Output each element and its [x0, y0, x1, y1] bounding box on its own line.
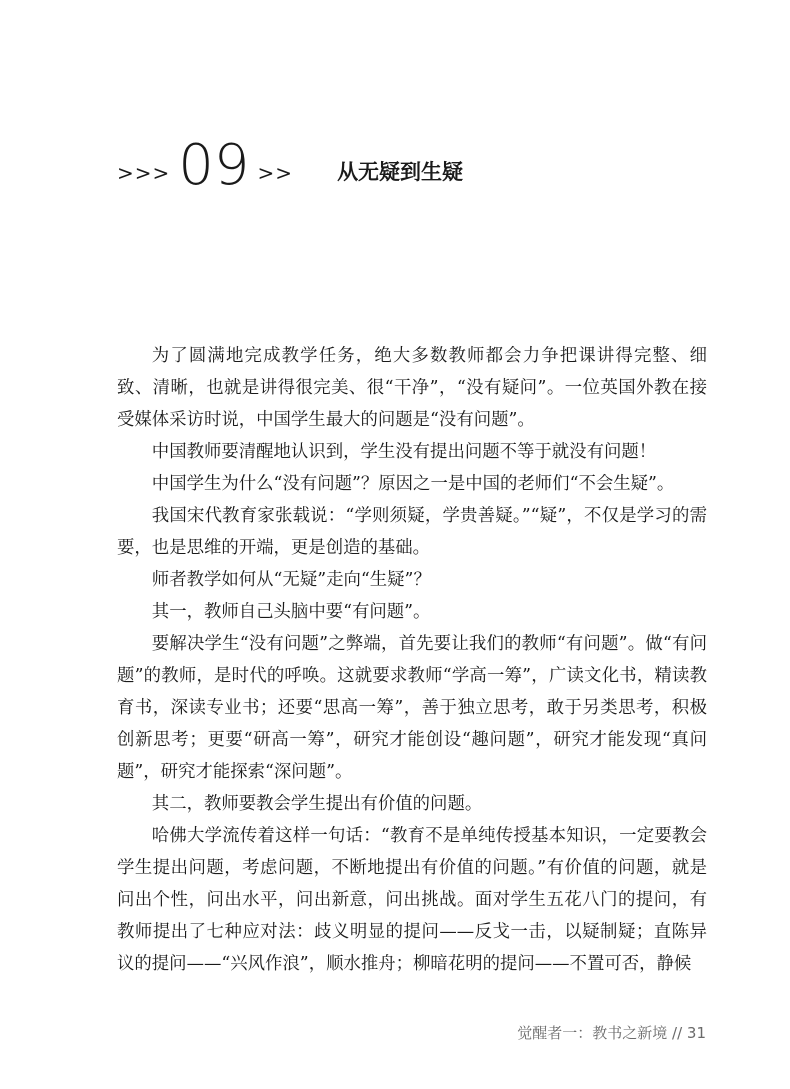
chapter-suffix-arrows: >>: [257, 161, 294, 185]
paragraph: 要解决学生“没有问题”之弊端，首先要让我们的教师“有问题”。做“有问题”的教师，是时代的呼唤。这就要求教师“学高一筹”，广读文化书，精读教育书，深读专业书；还要“思高一筹”，善于独立思考，敢于另类思考，积极创新思考；更要“研高一筹”，研究才能创设“趣问题”，研究才能发现“真问题”，研究才能探索“深问题”。: [117, 634, 707, 782]
paragraph: 中国学生为什么“没有问题”？原因之一是中国的老师们“不会生疑”。: [151, 474, 675, 494]
chapter-title: 从无疑到生疑: [337, 160, 464, 184]
paragraph: 为了圆满地完成教学任务，绝大多数教师都会力争把课讲得完整、细致、清晰，也就是讲得很完美、很“干净”，“没有疑问”。一位英国外教在接受媒体采访时说，中国学生最大的问题是“没有问题”。: [117, 346, 707, 430]
body-text: [117, 340, 707, 980]
chapter-header: [117, 133, 464, 198]
paragraph: 其一，教师自己头脑中要“有问题”。: [151, 602, 431, 622]
chapter-prefix-arrows: >>>: [117, 161, 171, 185]
paragraph: 师者教学如何从“无疑”走向“生疑”？: [151, 570, 431, 590]
paragraph: 哈佛大学流传着这样一句话：“教育不是单纯传授基本知识，一定要教会学生提出问题，考虑问题，不断地提出有价值的问题。”有价值的问题，就是问出个性，问出水平，问出新意，问出挑战。面对学生五花八门的提问，有教师提出了七种应对法：歧义明显的提问——反戈一击，以疑制疑；直陈异议的提问——“兴风作浪”，顺水推舟；柳暗花明的提问——不置可否，静候: [117, 826, 707, 974]
page-footer: 觉醒者一：教书之新境 // 31: [517, 1024, 706, 1042]
paragraph: 中国教师要清醒地认识到，学生没有提出问题不等于就没有问题！: [151, 442, 657, 462]
paragraph: 我国宋代教育家张载说：“学则须疑，学贵善疑。”“疑”，不仅是学习的需要，也是思维的开端，更是创造的基础。: [117, 506, 707, 558]
chapter-number: 09: [178, 133, 250, 198]
paragraph: 其二，教师要教会学生提出有价值的问题。: [151, 794, 483, 814]
